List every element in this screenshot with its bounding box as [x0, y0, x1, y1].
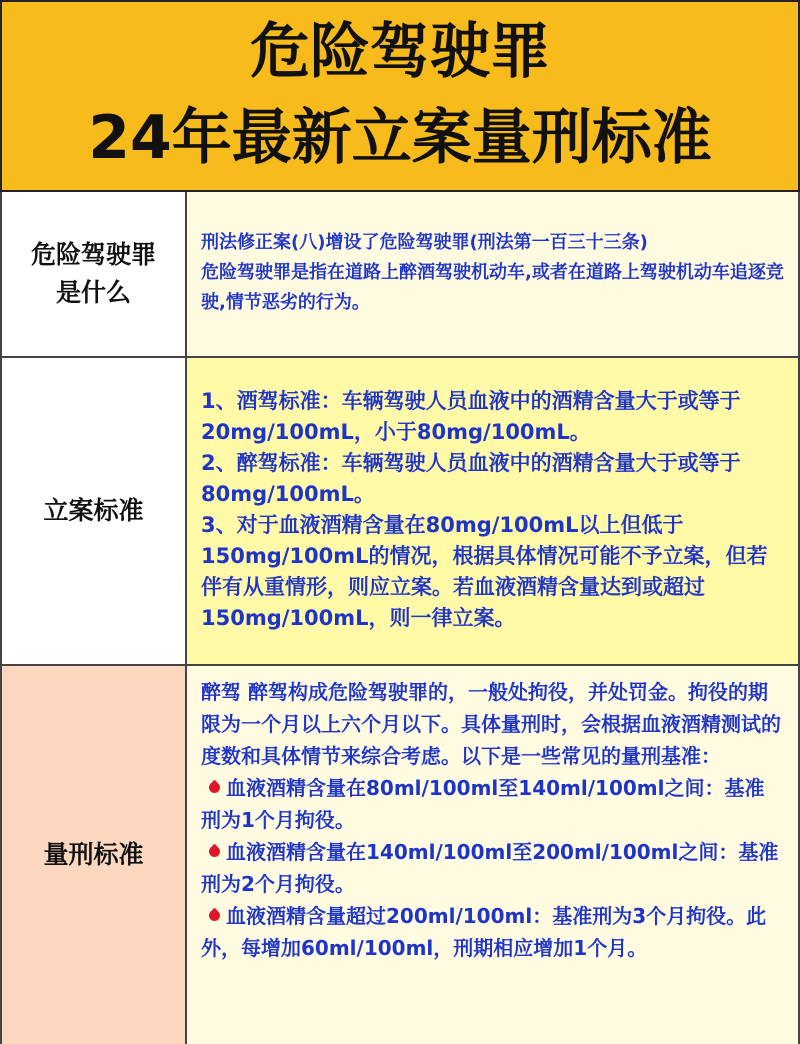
row-definition: [0, 192, 800, 358]
definition-paragraph: 刑法修正案(八)增设了危险驾驶罪(刑法第一百三十三条): [201, 232, 648, 253]
row-label-sentencing-standard: [2, 666, 187, 1044]
sentencing-bullet: [201, 772, 784, 836]
sentencing-bullet: [201, 900, 784, 964]
title-line-2: 24年最新立案量刑标准: [88, 103, 712, 173]
row-filing-standard: [0, 358, 800, 666]
blood-drop-icon: [207, 844, 223, 860]
sentencing-intro: 醉驾 醉驾构成危险驾驶罪的，一般处拘役，并处罚金。拘役的期限为一个月以上六个月以下。具体量刑时，会根据血液酒精测试的度数和具体情节来综合考虑。以下是一些常见的量刑基准：: [201, 680, 781, 768]
filing-item: 1、酒驾标准：车辆驾驶人员血液中的酒精含量大于或等于20mg/100mL，小于80mg/100mL。: [201, 389, 741, 444]
sentencing-bullet-text: 血液酒精含量在140ml/100ml至200ml/100ml之间：基准刑为2个月拘役。: [201, 840, 779, 896]
definition-label-text: 危险驾驶罪是什么: [30, 240, 156, 307]
filing-item: 3、对于血液酒精含量在80mg/100mL以上但低于150mg/100mL的情况，根据具体情况可能不予立案，但若伴有从重情形，则应立案。若血液酒精含量达到或超过150mg/100mL，则一律立案。: [201, 513, 768, 630]
title-banner: [0, 0, 800, 192]
row-label-filing-standard: [2, 358, 187, 664]
definition-paragraph: 危险驾驶罪是指在道路上醉酒驾驶机动车,或者在道路上驾驶机动车追逐竞驶,情节恶劣的行为。: [201, 262, 784, 313]
row-content-definition: [187, 192, 798, 356]
row-sentencing-standard: [0, 666, 800, 1044]
row-content-filing-standard: [187, 358, 798, 664]
blood-drop-icon: [207, 908, 223, 924]
row-content-sentencing-standard: [187, 666, 798, 1044]
blood-drop-icon: [207, 780, 223, 796]
sentencing-bullet-text: 血液酒精含量在80ml/100ml至140ml/100ml之间：基准刑为1个月拘役。: [201, 776, 765, 832]
title-line-1: 危险驾驶罪: [250, 17, 550, 87]
row-label-definition: [2, 192, 187, 356]
sentencing-bullet-text: 血液酒精含量超过200ml/100ml：基准刑为3个月拘役。此外，每增加60ml/100ml，刑期相应增加1个月。: [201, 904, 767, 960]
filing-item: 2、醉驾标准：车辆驾驶人员血液中的酒精含量大于或等于80mg/100mL。: [201, 451, 741, 506]
sentencing-label-text: 量刑标准: [43, 840, 144, 869]
sentencing-bullet: [201, 836, 784, 900]
filing-label-text: 立案标准: [43, 496, 144, 525]
